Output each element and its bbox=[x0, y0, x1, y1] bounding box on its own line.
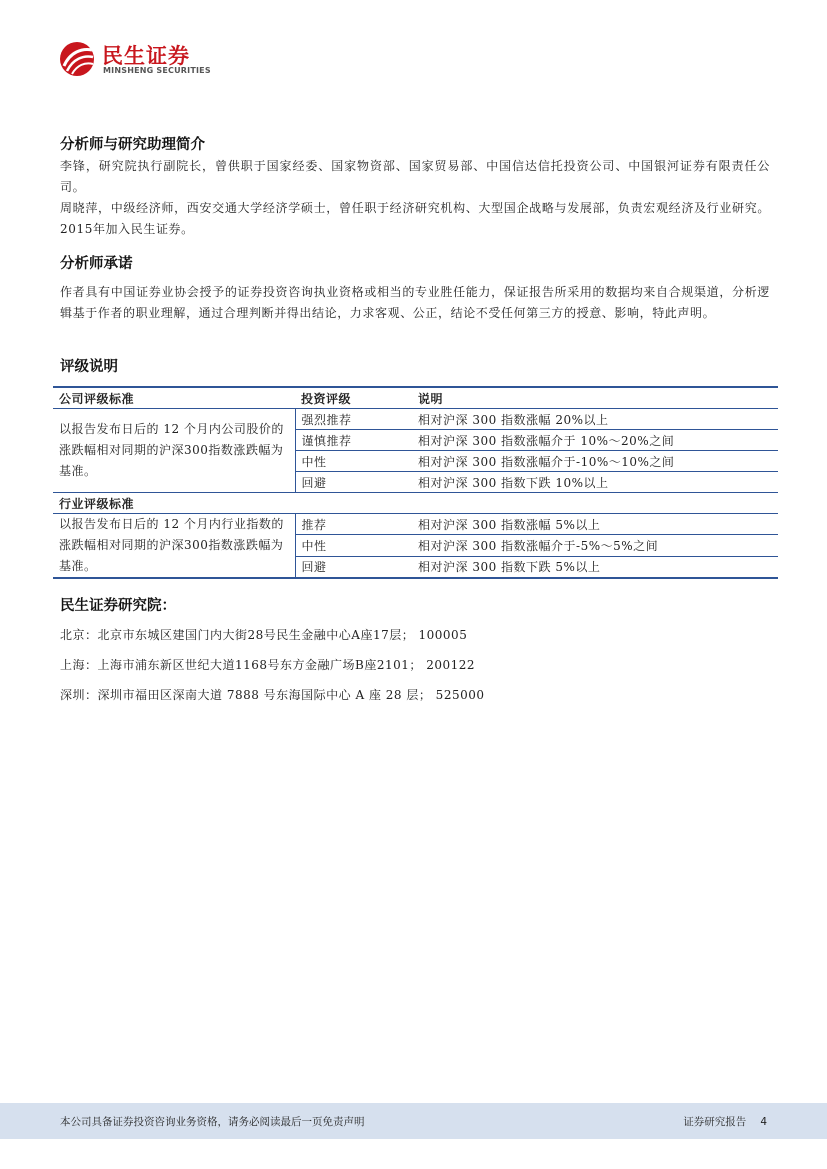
logo-english-name: MINSHENG SECURITIES bbox=[103, 66, 211, 75]
rating-header: 投资评级 bbox=[295, 387, 412, 409]
rating-description: 相对沪深 300 指数下跌 10%以上 bbox=[412, 472, 778, 493]
logo-mark-icon bbox=[58, 40, 96, 78]
table-row bbox=[53, 514, 778, 535]
address-shenzhen: 深圳：深圳市福田区深南大道 7888 号东海国际中心 A 座 28 层； 525000 bbox=[60, 688, 485, 702]
rating-section-title: 评级说明 bbox=[60, 359, 118, 375]
analyst-bio-paragraph: 周晓萍，中级经济师，西安交通大学经济学硕士，曾任职于经济研究机构、大型国企战略与发展部，负责宏观经济及行业研究。2015年加入民生证券。 bbox=[60, 201, 770, 236]
rating-table-header bbox=[53, 387, 778, 409]
rating-table bbox=[53, 386, 778, 579]
rating-value: 回避 bbox=[295, 556, 412, 578]
rating-value: 谨慎推荐 bbox=[295, 430, 412, 451]
rating-description: 相对沪深 300 指数下跌 5%以上 bbox=[412, 556, 778, 578]
page-footer bbox=[0, 1103, 827, 1139]
page-number: 4 bbox=[760, 1116, 767, 1128]
industry-section-row bbox=[53, 493, 778, 514]
rating-description: 相对沪深 300 指数涨幅介于 10%～20%之间 bbox=[412, 430, 778, 451]
rating-description: 相对沪深 300 指数涨幅介于-5%～5%之间 bbox=[412, 535, 778, 556]
rating-description: 相对沪深 300 指数涨幅 20%以上 bbox=[412, 409, 778, 430]
institute-section-title: 民生证券研究院： bbox=[60, 598, 176, 614]
rating-description: 相对沪深 300 指数涨幅 5%以上 bbox=[412, 514, 778, 535]
analyst-bio-paragraph: 李锋，研究院执行副院长，曾供职于国家经委、国家物资部、国家贸易部、中国信达信托投资公司、中国银河证券有限责任公司。 bbox=[60, 159, 770, 194]
rating-description: 相对沪深 300 指数涨幅介于-10%～10%之间 bbox=[412, 451, 778, 472]
company-criteria-text: 以报告发布日后的 12 个月内公司股价的涨跌幅相对同期的沪深300指数涨跌幅为基准。 bbox=[53, 409, 295, 493]
rating-value: 回避 bbox=[295, 472, 412, 493]
industry-criteria-text: 以报告发布日后的 12 个月内行业指数的涨跌幅相对同期的沪深300指数涨跌幅为基准。 bbox=[53, 514, 295, 579]
footer-right bbox=[683, 1114, 767, 1129]
rating-value: 推荐 bbox=[295, 514, 412, 535]
rating-value: 中性 bbox=[295, 451, 412, 472]
rating-value: 强烈推荐 bbox=[295, 409, 412, 430]
logo-chinese-name: 民生证券 bbox=[102, 44, 190, 68]
company-criteria-header: 公司评级标准 bbox=[53, 387, 295, 409]
industry-criteria-header: 行业评级标准 bbox=[53, 493, 778, 514]
footer-disclaimer: 本公司具备证券投资咨询业务资格，请务必阅读最后一页免责声明 bbox=[60, 1116, 365, 1128]
address-beijing: 北京：北京市东城区建国门内大街28号民生金融中心A座17层； 100005 bbox=[60, 628, 468, 642]
rating-value: 中性 bbox=[295, 535, 412, 556]
table-row bbox=[53, 409, 778, 430]
analyst-section-title: 分析师与研究助理简介 bbox=[60, 137, 205, 153]
description-header: 说明 bbox=[412, 387, 778, 409]
address-shanghai: 上海：上海市浦东新区世纪大道1168号东方金融广场B座2101； 200122 bbox=[60, 658, 476, 672]
footer-report-type: 证券研究报告 bbox=[683, 1116, 747, 1128]
commitment-paragraph: 作者具有中国证券业协会授予的证券投资咨询执业资格或相当的专业胜任能力，保证报告所采用的数据均来自合规渠道，分析逻辑基于作者的职业理解，通过合理判断并得出结论，力求客观、公正，结论不受任何第三方的授意、影响，特此声明。 bbox=[60, 285, 770, 320]
commitment-section-title: 分析师承诺 bbox=[60, 256, 133, 272]
